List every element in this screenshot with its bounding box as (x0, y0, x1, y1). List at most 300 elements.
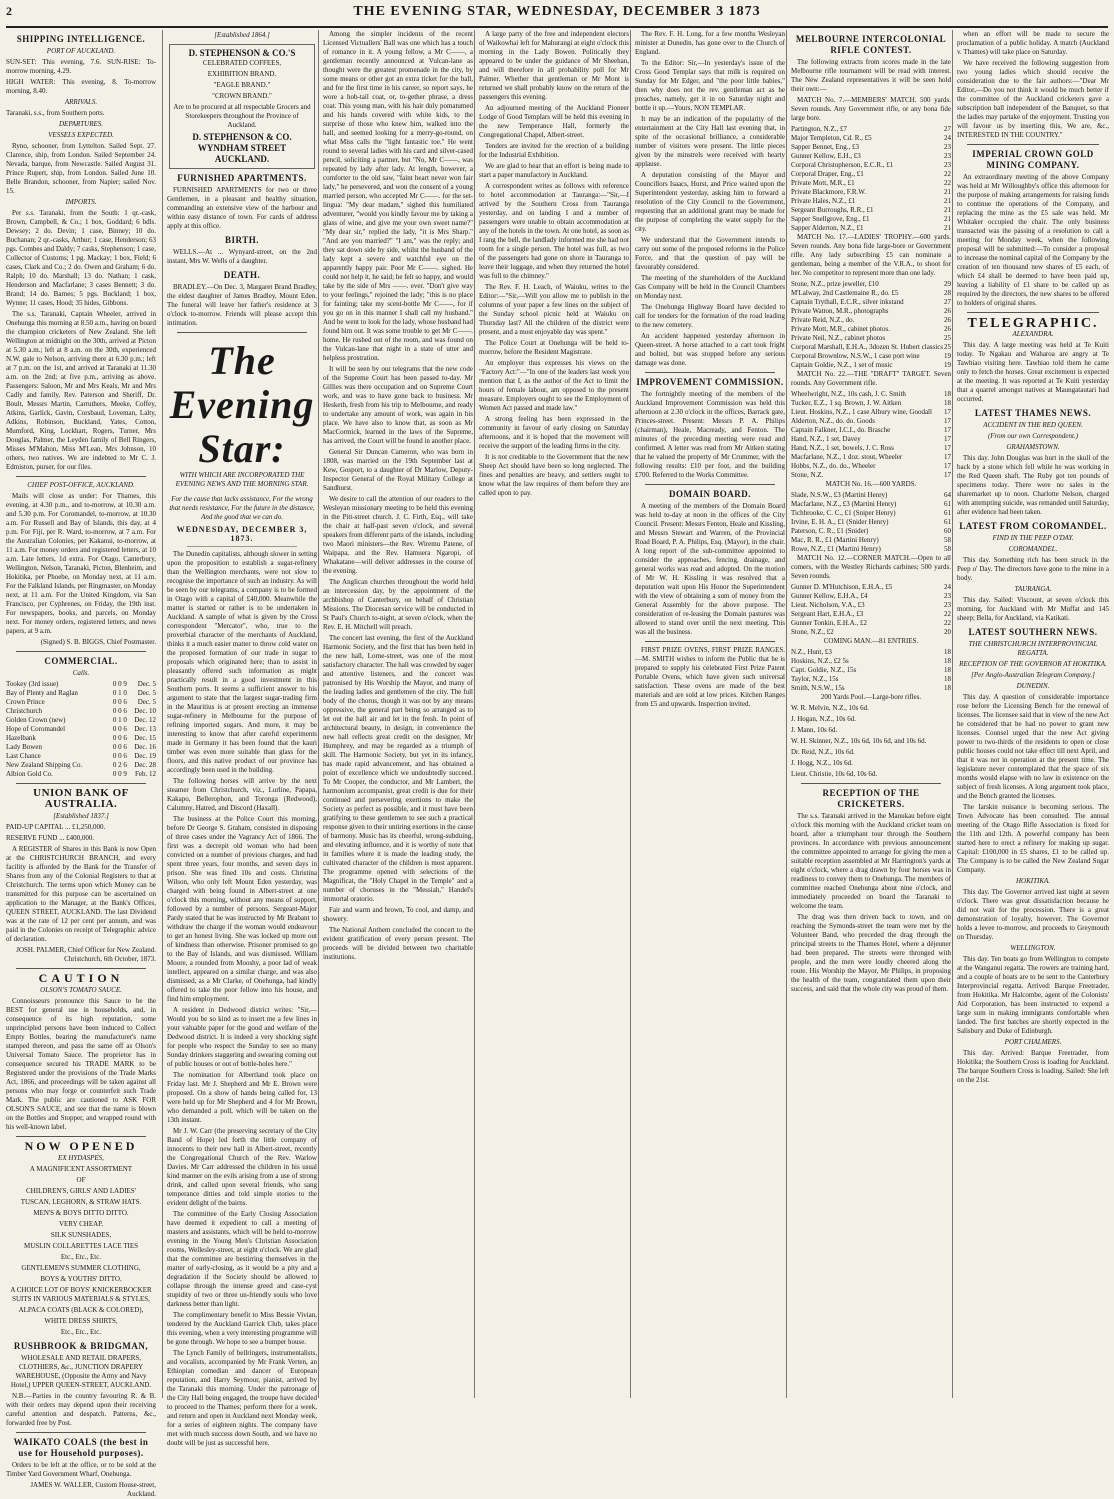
score-name: Captain Trythall, E.C.R., silver inkstand (791, 298, 904, 306)
call-date: Dec. 5 (137, 680, 156, 688)
score-row (791, 491, 951, 500)
dunedin-report: This day. A question of considerable importance rose before the Licensing Bench for the renewal of licenses. The licensee said that in view of the new Act he considered that he had no power to grant new licenses. Counsel urged that the new Act giving power to two-thirds of the residents to open or close public houses could not take effect till next April, and that it was not in operation at the present time. The legislature never contemplated that the space of six months would elapse with no law in existence on the subject of fresh licenses. A long argument took place, and the Bench granted the licenses. (957, 693, 1109, 800)
score-value: 61 (944, 518, 951, 526)
editorial-paragraphs (167, 550, 317, 1448)
score-name: Captain Falkner, I.C.I., do. Brasche (791, 426, 891, 434)
call-date: Feb. 12 (135, 770, 156, 778)
mining-report: An extraordinary meeting of the above Company was held at Mr Willoughby's office this afternoon for the purpose of making arrangements for raising funds to continue the operations of the Company, and replacing the mine as the £5 sale was held. Mr Whitaker occupied the chair. The only business transacted was the passing of a resolution to call a meeting for Monday week, when the following proposal will be submitted:—To consider a proposal to increase the nominal capital of the Company by the creation of ten thousand new shares of £5 each, of which £4 shall be deemed to have been paid up, leaving a liability of £1 share to be called up as required by the directors, the new shares to be offered to holders of original shares. (957, 173, 1109, 307)
score-name: Private Hales, N.Z., £1 (791, 197, 856, 205)
score-row (791, 444, 951, 453)
score-row (791, 325, 951, 334)
score-name: Private Blackmore, F.R.W. (791, 188, 867, 196)
divider (16, 476, 146, 477)
score-name: Macfarlane, N.Z., £3 (Martini Henry) (791, 500, 897, 508)
ladies-letter: We have received the following suggestion from two young ladies which should receive the consideration due to the fair authors:—"Dear Mr Editor,—Do you not think it would be much better if the committee of the Auckland cricketers gave a subscription ball independent of the Banquet, so that the ladies may partake of the enjoyment. Trusting you will favour us by inserting this, We are, &c., INTERESTED IN THE COUNTRY." (957, 59, 1109, 139)
score-value: 20 (944, 628, 951, 636)
call-date: Dec. 5 (137, 698, 156, 706)
score-value: 19 (944, 352, 951, 360)
score-value: 21 (944, 224, 951, 232)
column-4 (474, 30, 629, 1398)
rifle-heading: MELBOURNE INTERCOLONIAL RIFLE CONTEST. (795, 34, 947, 55)
score-row (791, 399, 951, 408)
score-row (791, 125, 951, 134)
local-news-paragraphs (479, 30, 629, 498)
rifle-intro: The following extracts from scores made in the late Melbourne rifle tournament will be read with interest. The New Zealand representatives it will be seen hold their own:— (791, 58, 951, 93)
vessels-text: Ryno, schooner, from Lyttelton. Sailed Sept. 27. Clarence, ship, from London. Sailed September 24. Nevada, barque, from Newcastle. Sailed August 31. Prince Rupert, ship, from London. Sailed June 10. Belle Brandon, schooner, from Napier; sailed Nov. 15. (6, 142, 156, 195)
coming-man-title: COMING MAN.—81 ENTRIES. (823, 637, 919, 645)
caution-text: Connoisseurs pronounce this Sauce to be the BEST for general use in households, and, in consequence of its high reputation, some unprincipled persons have been induced to Collect Empty Bottles, bearing the manufacturer's name stamped thereon, and pass the same off as Olson's Universal Tomato Sauce. The proprietor has in consequence secured his TRADE MARK to be Registered under the provisions of the Trade Marks Act, 1866, and proceedings will be taken against all persons who may forge or counterfeit such Trade Mark. The public are cautioned to ASK FOR OLSON'S SAUCE, and see that the name is blown on the Bottles and Stopper, and wrapped round with his well-known label. (6, 997, 156, 1131)
score-value: 27 (944, 125, 951, 133)
masthead (0, 4, 1114, 26)
pool-entry: J. Hogan, N.Z., 10s 6d. (791, 715, 856, 723)
score-row (791, 197, 951, 206)
news-paragraph: The Police Court at Onehunga will be held to-morrow, before the Resident Magistrate. (479, 339, 629, 356)
score-name: Lieut. Hoskins, N.Z., 1 case Albury wine, Goodall (791, 408, 932, 416)
news-paragraph: It may be an indication of the popularity of the entertainment at the City Hall last evening that, in spite of the occasional brilliance, a considerable number of visitors were present. The little pieces given by the minstrels were received with hearty applause. (635, 115, 785, 168)
score-value: 22 (944, 170, 951, 178)
bank-established: [Established 1837.] (53, 812, 109, 820)
newspaper-title: THE EVENING STAR, WEDNESDAY, DECEMBER 3 1873 (353, 4, 761, 19)
score-value: 24 (944, 134, 951, 142)
score-value: 18 (944, 657, 951, 665)
death-heading: DEATH. (223, 270, 261, 280)
divider (177, 332, 307, 333)
divider (645, 484, 775, 485)
furnished-heading: FURNISHED APARTMENTS. (177, 173, 307, 183)
call-date: Dec. 5 (137, 689, 156, 697)
mail-schedule: Mails will close as under: For Thames, this evening, at 4.30 p.m., and to-morrow, at 10.30 a.m. and 5.30 p.m. For Coromandel, to-morrow, at 10.30 a.m. For Russell and Bay of Islands, this day, at 4 p.m. For Fiji, per R. Ward, to-morrow, at 7 a.m. For the Australian Colonies, per Kakanui, to-morrow, at 11 a.m. For money orders and registered letters, at 10 a.m. Late letters, 1d extra. For Otago, Canterbury, Wellington, Nelson, Taranaki, Picton, Blenheim, and Hokitika, per Phoebe, on Monday next, at 11 a.m. For the Falkland Islands, per Ringmaster, on Monday next, at 11 a.m. For the United Kingdom, via San Francisco, per Cyphrenes, on Friday, the 19th inst. For newspapers, books, and parcels, on Monday next. For money orders, registered letters, and news papers, at 9 a.m. (6, 492, 156, 635)
score-row (791, 657, 951, 666)
score-row (791, 390, 951, 399)
score-row (791, 462, 951, 471)
furnished-text: FURNISHED APARTMENTS for two or three Gentlemen, in a pleasant and healthy situation, commanding an extensive view of the harbour and within easy distance of town. For cards of address apply at this office. (167, 186, 317, 230)
now-opened-subheading: EX HYDASPES, (58, 1154, 104, 1162)
pool-entry: Lieut. Christie, 10s 6d, 10s 6d. (791, 770, 878, 778)
company-name: Last Chance (6, 752, 41, 760)
domain-report: A meeting of the members of the Domain Board was held to-day at noon in the offices of the City Council. Present: Messrs Fenton, Heale and Kissling, and Messrs Stewart and Warren, of the Provincial Road Board, P. A. Philips, Esq. (Mayor), in the chair. A long report of the sub-committee appointed to consider the approaches, fencing, drainage, and general works was read and adopted. On the motion of Mr W. H. Kissling it was resolved that a deputation wait upon His Honor the Superintendent with the view of obtaining a sum of money from the General Assembly for the above purpose. The consideration of re-leasing the Domain pastures was allowed to stand over until the next meeting. This was all the business. (635, 502, 785, 636)
ovens-advert: FIRST PRIZE OVENS, FIRST PRIZE RANGES.—M. SMITH wishes to inform the Public that he is prepared to supply his celebrated First Prize Patent Portable Ovens, which have given such universal satisfaction. These ovens are made of the best materials and are sold at low prices. Kitchen Ranges from £5 and upwards. Inspection invited. (635, 646, 785, 708)
advert-line: VERY CHEAP. (58, 1220, 104, 1228)
score-row (791, 536, 951, 545)
match-17-title: MATCH No. 17.—LADIES' TROPHY.—600 yards. Seven rounds. Any bona fide large-bore or Government rifle. Any lady subscribing £5 can nominate a gentleman, being a member of the V.R.A., to shoot for her. No competitor to represent more than one lady. (791, 233, 951, 277)
hokitika-report: This day. The Governor arrived last night at seven o'clock. There was great dissatisfaction because he did not wait for the procession. There is a great demonstration of loyalty, however. The Governor holds a levee to-morrow, and proceeds to Greymouth on Thursday. (957, 888, 1109, 941)
score-row (791, 134, 951, 143)
bank-capital: PAID-UP CAPITAL ... £1,250,000. (6, 823, 106, 831)
calls-row (6, 734, 156, 743)
score-name: Hand, N.Z., 1 set, bowels, J. C. Ross (791, 444, 894, 452)
local-news-paragraphs (635, 115, 785, 368)
score-name: Wheelwright, N.Z., 10s cash, J. C. Smith (791, 390, 906, 398)
bank-reserve: RESERVE FUND ... £400,000. (6, 834, 95, 842)
score-row (791, 628, 951, 637)
match-7-scores (791, 125, 951, 233)
bank-heading: UNION BANK OF AUSTRALIA. (33, 787, 129, 810)
company-name: Crown Prince (6, 698, 45, 706)
telegraphic-heading: TELEGRAPHIC. (967, 316, 1099, 331)
port-chalmers-heading: PORT CHALMERS. (1004, 1038, 1062, 1046)
calls-row (6, 725, 156, 734)
score-value: 17 (944, 408, 951, 416)
score-value: 22 (944, 179, 951, 187)
news-paragraph: It is not creditable to the Government that the new Sheep Act should have been so long neglected. The fines and penalties are heavy, and settlers ought to know what the law requires of them before they are called upon to pay. (479, 453, 629, 497)
score-row (791, 143, 951, 152)
score-name: Macfarlane, N.Z., 1 doz. stout, Wheeler (791, 453, 903, 461)
advert-line: MUSLIN COLLARETTES LACE TIES (23, 1242, 138, 1250)
vessels-heading: VESSELS EXPECTED. (48, 131, 114, 139)
brand-line: EXHIBITION BRAND. (207, 70, 277, 78)
brand-line: "EAGLE BRAND." (213, 81, 271, 89)
arrivals-heading: ARRIVALS. (64, 98, 98, 106)
score-row (791, 307, 951, 316)
southern-heading: LATEST SOUTHERN NEWS. (968, 627, 1098, 637)
hokitika-heading: HOKITIKA. (1015, 877, 1051, 885)
departures-heading: DEPARTURES. (58, 120, 103, 128)
news-paragraph: Among the simpler incidents of the recent Licensed Victuallers' Ball was one which has a touch of romance in it. A young fellow, a Mr C——, a gentleman recently announced at Vulcan-lane as thought were the greatest promenade in the city, by some means or other got an extra ticket for the ball, and for the first time in his career, so report says, he wore a hob-tail coat, or, to-gether phrase, a dress coat. This young man, with his hair duly pomatumed and his hands covered with white kids, to the surprise of those who knew him, walked into the hall, and seemed looking for a merry-go-round, on what Miss calls the "light fantastic toe." He went round to several ladies with his card and silver-cased pencil, soliciting a partner, but "No, Mr C——, was repeated by lady after lady. At length, however, a comforter to the old saw, "faint heart never won fair lady," he persevered, and won the consent of a young married person, who accepted Mr C——. for the set-lingua: "My dear madam," sighed this humiliated adventurer, "would you kindly favour me by taking a glass of wine, and give me your own sweet name?" "My dear sir," replied the lady, "it is Mrs Sharp." "And are you married?" "I am," was the reply; and they sat down side by side, whilst the husband of the lady kept a severe and watchful eye on the apparently happy pair. Poor Mr C——. sighed. He could not help it, he said; he felt so happy, and would take by the side of Mrs ——. ever. "Don't give way to your feelings," rejoined the lady; "this is no place for fainting; take my scent-bottle Mr C——, for if you go on in this manner I shall call my husband." And he went to look for the lady, whose husband had found him out. It was some trouble to get Mr C——. home. He rushed out of the room, and was found on the Vulcan-lane that night in a state of utter and helpless prostration. (323, 30, 473, 362)
pool-entry: W. H. Skinner, N.Z., 10s 6d, 10s 6d, and 10s 6d. (791, 737, 927, 745)
score-name: Tichbrooke, C. C., £1 (Sniper Henry) (791, 509, 896, 517)
wellington-report: This day. Ten boats go from Wellington to compete at the Wanganui regatta. The rowers are training hard, and a couple of boats are to be sent to the Canterbury Interprovincial regatta. Arrived: Barque Freetrader, from Hokitika. Mr Halcombe, agent of the Colonists' Aid Corporation, has been instructed to expend a large sum in making immigrants comfortable when landed. The first batches are shortly expected in the Salisbury and Duke of Edinburgh. (957, 955, 1109, 1035)
score-name: Gunner D. M'Hutchison, E.H.A., £5 (791, 583, 893, 591)
score-name: Stone, N.Z., £2 (791, 628, 834, 636)
score-name: Smith, N.S.W., 15s (791, 684, 845, 692)
score-name: Hand, N.Z., 1 set, Davey (791, 435, 861, 443)
sun-times: SUN-SET: This evening, 7.6. SUN-RISE: To-morrow morning, 4.29. (6, 58, 156, 75)
editorial-paragraph: The complimentary benefit to Miss Bessie Vivian, tendered by the Auckland Garrick Club, takes place this evening, when a very interesting programme will be gone through. We hope to see a bumper house. (167, 1311, 317, 1346)
news-paragraph: The meeting of the shareholders of the Auckland Gas Company will be held in the Council Chambers on Monday next. (635, 274, 785, 300)
company-name: Bay of Plenty and Raglan (6, 689, 78, 697)
editorial-paragraph: The committee of the Early Closing Association have deemed it expedient to call a meeting of masters and assistants, which will be held to-morrow evening in the Young Men's Christian Association rooms, Wellesley-street, at eight o'clock. We are glad that the committee are bestirring themselves in the matter of early-closing, as it would be a pity and a degradation if the Society should be allowed to collapse through the intense greed and case-cyst stupidity of two or three un-friendly souls who love darkness better than light. (167, 1210, 317, 1308)
news-paragraph: A strong feeling has been expressed in the community in favour of early closing on Saturday afternoons, and it is hoped that the movement will receive the support of the leading firms in the city. (479, 415, 629, 450)
score-name: Mac, R. R., £1 (Martini Henry) (791, 536, 879, 544)
editorial-paragraph: The Lynch Family of bellringers, instrumentalists, and vocalists, accompanied by Mr Frank Verten, an Ethiopian comedian and dancer of European reputation, and Harry Seymour, pianist, arrived by the Taranaki this morning. Under the patronage of the City Hall being engaged, the troupe have decided to proceed to the Thames; perform there for a week, and return and open in Auckland next Monday week, for a series of eighteen nights. The company have met with much success down South, and we have no doubt will be just as successful here. (167, 1349, 317, 1447)
score-value: 61 (944, 500, 951, 508)
score-name: Rowe, N.Z., £1 (Martini Henry) (791, 545, 881, 553)
score-row (791, 509, 951, 518)
column-5 (630, 30, 785, 1398)
motto: For the cause that lacks assistance, For the wrong that needs resistance, For the future in the distance, And the good that we can do. (169, 495, 315, 521)
calls-row (6, 689, 156, 698)
score-name: Stone, N.Z. (791, 471, 824, 479)
thames-accident: ACCIDENT IN THE RED QUEEN. (983, 421, 1083, 429)
call-amount: 0 1 0 (112, 689, 127, 697)
calls-row (6, 698, 156, 707)
call-amount: 0 0 6 (112, 734, 127, 742)
news-paragraph: We desire to call the attention of our readers to the Wesleyan missionary meeting to be held this evening in the Pitt-street church. J. C. Firth, Esq., will take the chair at half-past seven o'clock, and several speakers from different parts of the islands, including two Maori ministers—the Rev. Wiremu Patene, of Waipapa, and the Rev. Hamuera Ngaropi, of Whakatane—will deliver addresses in the course of the evening. (323, 495, 473, 575)
call-date: Dec. 15 (134, 734, 156, 742)
score-value: 17 (944, 471, 951, 479)
call-date: Dec. 10 (134, 707, 156, 715)
score-name: Sapper Snellgrove, Eng., £1 (791, 215, 870, 223)
advert-line: A CHOICE LOT OF BOYS' KNICKERBOCKER SUITS IN VARIOUS MATERIALS & STYLES, (10, 1286, 152, 1303)
now-opened-heading: NOW OPENED (24, 1139, 138, 1153)
score-name: Gunner Tonkin, E.H.A., £2 (791, 619, 867, 627)
score-value: 24 (944, 583, 951, 591)
reception-heading: RECEPTION OF THE CRICKETERS. (822, 788, 920, 809)
score-row (791, 648, 951, 657)
divider (16, 783, 146, 784)
calls-row (6, 707, 156, 716)
news-paragraph: The Rev. F. H. Leach, of Waiuku, writes to the Editor:—"Sir,—Will you allow me to publish in the columns of your paper a few lines on the subject of the Sunday school picnic held at Waiuku on Thursday last? All the children of the district were present, and a most enjoyable day was spent." (479, 283, 629, 336)
score-name: Corporal Marshall, E.H.A., 3dozen St. Hubert classics (791, 343, 944, 351)
logo-title: The Evening Star: (169, 338, 315, 471)
death-notice: BRADLEY.—On Dec. 3, Margaret Brand Bradley, the eldest daughter of James Bradley, Mount Eden. The funeral will leave her father's residence at 3 o'clock to-morrow. Friends will please accept this intimation. (167, 283, 317, 327)
thames-correspondent: (From our own Correspondent.) (987, 432, 1079, 440)
score-name: Sapper Alderton, N.Z., £1 (791, 224, 864, 232)
score-value: 21 (944, 188, 951, 196)
stephenson-heading: D. STEPHENSON & CO.'S (188, 48, 296, 58)
mining-heading: IMPERIAL CROWN GOLD MINING COMPANY. (972, 149, 1094, 170)
divider (187, 546, 297, 547)
match-16-title: MATCH No. 16.—600 YARDS. (825, 480, 917, 488)
calls-row (6, 680, 156, 689)
score-value: 19 (944, 361, 951, 369)
score-value: 25 (944, 334, 951, 342)
birth-notice: WELLS.—At ... Wynyard-street, on the 2nd instant, Mrs W. Wells of a daughter. (167, 248, 317, 265)
score-name: Private Reid, N.Z., do. (791, 316, 855, 324)
score-value: 25 (944, 343, 951, 351)
company-name: Christchurch (6, 707, 43, 715)
score-value: 28 (944, 289, 951, 297)
stephenson-address: D. STEPHENSON & CO. WYNDHAM STREET AUCKLAND. (192, 132, 292, 164)
score-value: 21 (944, 197, 951, 205)
score-name: Sergeant Hart, E.H.A., £3 (791, 610, 864, 618)
alexandra-report: This day. A large meeting was held at Te Kuiti today. Te Ngakau and Waharoa are angry at Te Tawhiao visiting here. Tawhiao told them he came only to fetch the horses. Great excitement is expected at the meeting. It was reported at Te Kuiti yesterday that a quarrel amongst natives at Maungatautari had occurred. (957, 341, 1109, 403)
score-value: 18 (944, 675, 951, 683)
score-row (791, 224, 951, 233)
call-date: Dec. 16 (134, 743, 156, 751)
press-note: [Per Anglo-Australian Telegram Company.] (971, 671, 1095, 679)
news-paragraph: It will be seen by our telegrams that the new code of the Supreme Court has been passed to-day. Mr Gillies was there occupation and on Supreme Court work, and was to have gone back to business. Mr Hesketh, fresh from his trip to Melbourne, and ready to undertake any amount of work, was again in his place. We have also to know that, as soon as Mr MacCormick, learned in the laws of the Supreme, has arrived, the Court will be found in another place. (323, 365, 473, 445)
score-value: 22 (944, 610, 951, 618)
score-value: 21 (944, 215, 951, 223)
postmaster-signature: (Signed) S. B. BIGGS, Chief Postmaster. (40, 638, 156, 646)
coromandel-subheading: FIND IN THE PEEP O'DAY. (992, 534, 1074, 542)
score-value: 18 (944, 666, 951, 674)
pool-entry: J. Hogg, N.Z., 10s 6d. (791, 759, 853, 767)
stephenson-advert (169, 44, 315, 169)
divider (967, 144, 1099, 145)
match-17-scores (791, 280, 951, 370)
news-paragraph: Fair and warm and brown, To cool, and damp, and showery. (323, 906, 473, 923)
score-name: Taylor, N.Z., 15s (791, 675, 839, 683)
score-name: Private Neil, N.Z., cabinet photos (791, 334, 886, 342)
score-row (791, 298, 951, 307)
divider (967, 312, 1099, 313)
column-2 (162, 30, 317, 1447)
tauranga-heading: TAURANGA. (1014, 585, 1052, 593)
stephenson-brands (173, 59, 311, 101)
company-name: Tookey (3rd issue) (6, 680, 59, 688)
score-name: Major Templeton, Cd. R., £5 (791, 134, 872, 142)
news-paragraph: A large party of the free and independent electors of Waikowhai left for Mahurangi at eight o'clock this morning in the Lady Bowen. Politically they appeared to be under the guidance of Mr Sheehan, and will therefore in all probability poll for Mr Palmer. Whether that gentleman or Mr Mont is returned we shall probably know on the return of the passengers this evening. (479, 30, 629, 101)
call-amount: 0 0 9 (112, 770, 127, 778)
divider (16, 651, 146, 652)
score-name: Paterson, C. R., £1 (Snider) (791, 527, 869, 535)
newspaper-logo (167, 339, 317, 489)
divider (801, 783, 941, 784)
call-date: Dec. 19 (134, 752, 156, 760)
pool-scores (791, 704, 951, 779)
score-name: Partington, N.Z., £7 (791, 125, 847, 133)
score-row (791, 161, 951, 170)
news-paragraph: General Sir Duncan Cameron, who was born in 1808, was married on the 19th September last at Kew, Gosport, to a daughter of Dr Marlow, Deputy-Inspector General of the Royal Military College at Sandhurst. (323, 448, 473, 492)
score-row (791, 343, 951, 352)
post-office-heading: CHIEF POST-OFFICE, AUCKLAND. (27, 481, 135, 489)
news-paragraph: An adjourned meeting of the Auckland Pioneer Lodge of Good Templars will be held this evening in the new Temperance Hall, formerly the Congregational Chapel, Albert-street. (479, 104, 629, 139)
news-paragraph: The concert last evening, the first of the Auckland Harmonic Society, and the first that has been held in the new hall, Lorne-street, was one of the most satisfactory character. The hall was crowded by eager and attentive listeners, and the concert was patronised by His Worship the Mayor, and many of the leading ladies and gentlemen of the city. The full body of the chorus, though it was not by any means oppressive, the general part being so arranged as to let out the hall air and let in the fresh. In point of architectural beauty, in design, in convenience the new hall reflects great credit on the designer, Mr Humphrey, and may be regarded as a triumph of skill. The Harmonic Society, but yet in its infancy, has made rapid advancement, and has obtained a point of excellence which we undoubtedly succeed. To Mr Cooper, the conductor, and Mr Lambert, the harmonium accompanist, great credit is due for their continued and persevering exertions to make the Society as perfect as possible, and it must have been gratifying to these gentlemen to see such a practical response given to their untiring exertions in the cause of harmony. Music has its cheerful, wrong-subduing, and elevating influence, and it is worthy of note that in families where it is made the leading study, the cultivated character of the children is most apparent. The programme opened with selections of the Magnificat, the "Holy Chapel in the Temple" and a number of choruses in the "Messiah," Handel's immortal oratorio. (323, 634, 473, 903)
score-name: Irvine, E. H. A., £1 (Snider Henry) (791, 518, 889, 526)
score-value: 61 (944, 509, 951, 517)
score-value: 60 (944, 527, 951, 535)
column-1 (6, 30, 156, 1498)
score-name: Tucker, E.Z., 1 sq. Brown, J. W. Aitken (791, 399, 902, 407)
score-row (791, 619, 951, 628)
coals-signature: JAMES W. WALLER, Custom House-street, Auckland. (30, 1481, 156, 1498)
score-name: Capt. Goldie, N.Z., 15s (791, 666, 857, 674)
grahamstown-heading: GRAHAMSTOWN. (1006, 443, 1060, 451)
call-amount: 0 0 6 (112, 707, 127, 715)
score-row (791, 518, 951, 527)
score-value: 58 (944, 536, 951, 544)
calls-row (6, 716, 156, 725)
news-paragraph: An employer thus expresses his views on the "Factory Act:"—"In one of the leaders last week you mention that I, as the author of the Act to limit the hours of female labour, am opposed to the present measure. Employers ought to see the Employment of Women Act passed and made law." (479, 359, 629, 412)
score-row (791, 527, 951, 536)
coromandel-heading: LATEST FROM COROMANDEL. (959, 521, 1107, 531)
score-value: 18 (944, 399, 951, 407)
advert-line: WHITE DRESS SHIRTS, (44, 1317, 118, 1325)
page-number: 2 (6, 4, 13, 18)
score-row (791, 610, 951, 619)
governor-heading: RECEPTION OF THE GOVERNOR AT HOKITIKA. (959, 660, 1107, 668)
pool-title: 200 Yards Pool.—Large-bore rifles. (820, 693, 922, 701)
score-name: Corporal Draper, Eng., £1 (791, 170, 864, 178)
domain-heading: DOMAIN BOARD. (669, 489, 751, 499)
cricket-holiday-note: when an effort will be made to secure the proclamation of a public holiday. A match (Auckland v. Thames) will take place on Saturday. (957, 30, 1109, 56)
reception-paragraphs (791, 812, 951, 994)
score-name: Private Mott, M.R., £1 (791, 179, 855, 187)
divider (16, 968, 146, 969)
news-paragraph: Tenders are invited for the erection of a building for the Industrial Exhibition. (479, 142, 629, 159)
tauranga-report: This day. Sailed: Viscount, at seven o'clock this morning, for Auckland with Mr Muffat and 145 sheep; Bella, for Auckland, via Katikati. (957, 596, 1109, 622)
score-value: 18 (944, 648, 951, 656)
advert-line: BOYS & YOUTHS' DITTO. (40, 1275, 122, 1283)
score-row (791, 666, 951, 675)
now-opened-list (6, 1165, 156, 1337)
match-16-scores (791, 491, 951, 554)
editorial-paragraph: The following horses will arrive by the next steamer from Christchurch, viz., Lurline, Papapa, Kakapo, Bellerophon, and Toronga (Redwood), Calumny, Hatred, and Discord (Haxall). (167, 777, 317, 812)
thames-heading: LATEST THAMES NEWS. (974, 408, 1092, 418)
divider (16, 1136, 146, 1137)
score-value: 18 (944, 390, 951, 398)
coals-heading: WAIKATO COALS (the best in use for Household purposes). (13, 1437, 149, 1458)
match-22-scores (791, 390, 951, 480)
birth-heading: BIRTH. (225, 235, 259, 245)
score-value: 17 (944, 453, 951, 461)
score-name: Corporal Brownlow, N.S.W., 1 case port wine (791, 352, 920, 360)
editorial-paragraph: The nomination for Albertland took place on Friday last. Mr J. Shepherd and Mr E. Brown were proposed. On a show of hands being called for, 13 were held up for Mr Shepherd and 4 for Mr Brown, who demanded a poll, which will be taken on the 13th instant. (167, 1071, 317, 1124)
advert-line: CHILDREN'S, GIRLS' AND LADIES' (26, 1187, 136, 1195)
call-amount: 0 0 6 (112, 752, 127, 760)
wellington-heading: WELLINGTON. (1010, 944, 1056, 952)
calls-heading: Calls. (72, 669, 90, 677)
company-name: Golden Crown (new) (6, 716, 66, 724)
score-name: Gunner Kellow, E.H., £3 (791, 152, 861, 160)
rushbrook-heading: RUSHBROOK & BRIDGMAN, (13, 1341, 149, 1351)
reception-paragraph: The s.s. Taranaki arrived in the Manukau before eight o'clock this morning with the Auckland cricket team on board, after a triumphant tour through the Southern provinces. In accordance with previous announcement the committee appointed to arrange for giving the men a suitable reception assembled at Mr Harrington's yards at eight o'clock, where a drag drawn by four horses was in readiness to convey them to Onehunga. The members of committee reached Onehunga about nine o'clock, and immediately proceeded on board the Taranaki to welcome the team. (791, 812, 951, 910)
score-row (791, 601, 951, 610)
match-12-title: MATCH No. 12.—CORNER MATCH.—Open to all comers, with the Westley Richards carbines; 500 yards. Seven rounds. (791, 554, 951, 580)
match-12-scores (791, 583, 951, 637)
score-row (791, 500, 951, 509)
score-value: 26 (944, 325, 951, 333)
score-value: 23 (944, 152, 951, 160)
score-value: 17 (944, 426, 951, 434)
divider (16, 1432, 146, 1433)
score-name: Hobbs, N.Z., do. do., Wheeler (791, 462, 876, 470)
advert-line: Etc., Etc., Etc. (60, 1253, 102, 1261)
score-row (791, 583, 951, 592)
call-date: Dec. 28 (134, 761, 156, 769)
news-paragraph: The National Anthem concluded the concert to the evident gratification of every person present. The proceeds will be divided between two charitable institutions. (323, 926, 473, 961)
score-row (791, 675, 951, 684)
score-name: Stone, N.Z., prize jeweller, £10 (791, 280, 879, 288)
score-name: N.Z., Hunt, £3 (791, 648, 832, 656)
arrivals-text: Taranaki, s.s., from Southern ports. (6, 109, 105, 117)
calls-table (6, 680, 156, 779)
score-name: Hoskins, N.Z., £2 5s (791, 657, 849, 665)
advert-line: ALPACA COATS (BLACK & COLORED), (18, 1306, 144, 1314)
score-name: Gunner Kellow, E.H.A., £4 (791, 592, 868, 600)
score-name: Lieut. Nicholson, V.A., £3 (791, 601, 865, 609)
score-name: Slade, N.S.W., £3 (Martini Henry) (791, 491, 888, 499)
advert-line: OF (76, 1176, 86, 1184)
news-paragraph: A correspondent writes as follows with reference to hotel accommodation at Tauranga:—"Sir,—I arrived by the Southern Cross from Tauranga yesterday, and on landing I and a number of passengers were unable to obtain accommodation at any of the hotels in the town. At one hotel, as soon as I rang the bell, the landlady informed me she had not room for a single person. The hotel was full, as two of the passengers had gone on shore in Tauranga to leave their luggage, and when they returned the hotel was full to the chimney." (479, 182, 629, 280)
taranaki-report: The s.s. Taranaki, Captain Wheeler, arrived in Onehunga this morning at 8.50 a.m., having on board the champion cricketers of New Zealand. She left Wellington at midnight on the 30th, arrived at Picton at 5.30 a.m.; left at 8 a.m. on the 30th, experienced N.W. gale to Nelson, arriving there at 6.30 p.m.; left at 7 p.m. on the 1st, and arrived at Taranaki at 11.30 a.m. on the 2nd; at five p.m., arriving as above. Passengers: Saloon, Mr and Mrs Keals, Mr and Mrs Cadly and family, Rev. Paterson and Sheriff, Dr. Boult, Messrs Martin, Carruthers, Meeke, Coffey, Atkins, Garlick, Gavin, Corsbaud, Loveman, Lalty, Adkins, Robinson, Buckland, Yates, Cotton, Mumford, King, Lockhart, Rogers, Turner, Mrs Douglas, Palmer, the Leyden family of Bell Ringers, Misses M'Mahon, Miss M'Lean, Mrs Johnson, 10 others, two natives. We are indebted to Mr C. J. Edmiston, purser, for our files. (6, 310, 156, 471)
advert-line: Etc., Etc., Etc. (60, 1328, 102, 1336)
grahamstown-report: This day. John Douglas was hurt in the skull of the back by a stone which fell while he was working in the Red Queen shaft. The Ruby got ten pounds of specimens today. There were no sales in the sharemarket up to noon. Charlotte Nelson, charged with attempting suicide, was remanded until Saturday, after evidence had been taken. (957, 454, 1109, 516)
score-value: 17 (944, 417, 951, 425)
match-22-title: MATCH No. 22.—THE "DRAFT" TARGET. Seven rounds. Any Government rifle. (791, 370, 951, 387)
company-name: Hope of Coromandel (6, 725, 66, 733)
score-row (791, 188, 951, 197)
call-amount: 0 0 6 (112, 743, 127, 751)
call-amount: 0 0 6 (112, 698, 127, 706)
local-news-paragraphs (323, 30, 473, 962)
score-value: 23 (944, 161, 951, 169)
dateline: WEDNESDAY, DECEMBER 3, 1873. (176, 525, 308, 543)
regatta-heading: THE CHRISTCHURCH INTERPROVINCIAL REGATTA. (968, 640, 1098, 657)
brand-line: "CROWN BRAND." (212, 92, 272, 100)
caution-heading: CAUTION (38, 971, 124, 985)
divider (645, 641, 775, 642)
score-value: 26 (944, 316, 951, 324)
advert-line: SILK SUNSHADES, (50, 1231, 112, 1239)
score-name: Private Watton, M.R., photographs (791, 307, 889, 315)
score-value: 23 (944, 601, 951, 609)
news-paragraph: A deputation consisting of the Mayor and Councillors Isaacs, Hurst, and Price waited upon the Superintendent yesterday, asking him to forward a resolution of the City Council to the Government, requesting that an additional grant may be made for the purpose of completing the water supply for the city. (635, 171, 785, 233)
calls-row (6, 743, 156, 752)
score-value: 27 (944, 298, 951, 306)
column-3 (318, 30, 473, 1398)
score-name: Corporal Christopherson, E.C.R., £1 (791, 161, 894, 169)
score-value: 58 (944, 545, 951, 553)
score-row (791, 215, 951, 224)
imports-text: Per s.s. Taranaki, from the South: 1 qr.-cask, Brown, Campbell, & Co.; 1 box, Goddard; 6 bdls. Dewsey; 2 do. Devin; 1 case, Binney; 10 do. Buchanan; 2 qr.-casks, Arthur; 1 case, Henderson; 63 pgs. Combes and Daldy; 7 casks, Stephenson; 1 case, Collector of Customs; 1 pg. Mackay; 1 box, Field; 6 cases, Clark and Co.; 2 do. Owen and Graham; 6 do. Ralph; 10 do. Marshall; 13 do. Nathan; 1 cask, Henderson and Macfarlane; 3 cases Bennett; 3 do. Brand; 14 do. Barnes; 5 pgs. Buckland; 1 box, Wynne; 11 cases, Hood; 35 hides, Gibbons. (6, 209, 156, 307)
brand-line: CELEBRATED COFFEES, (202, 59, 282, 67)
score-row (791, 352, 951, 361)
improvement-heading: IMPROVEMENT COMMISSION. (636, 377, 784, 387)
advert-line: TUSCAN, LEGHORN, & STRAW HATS. (20, 1198, 142, 1206)
